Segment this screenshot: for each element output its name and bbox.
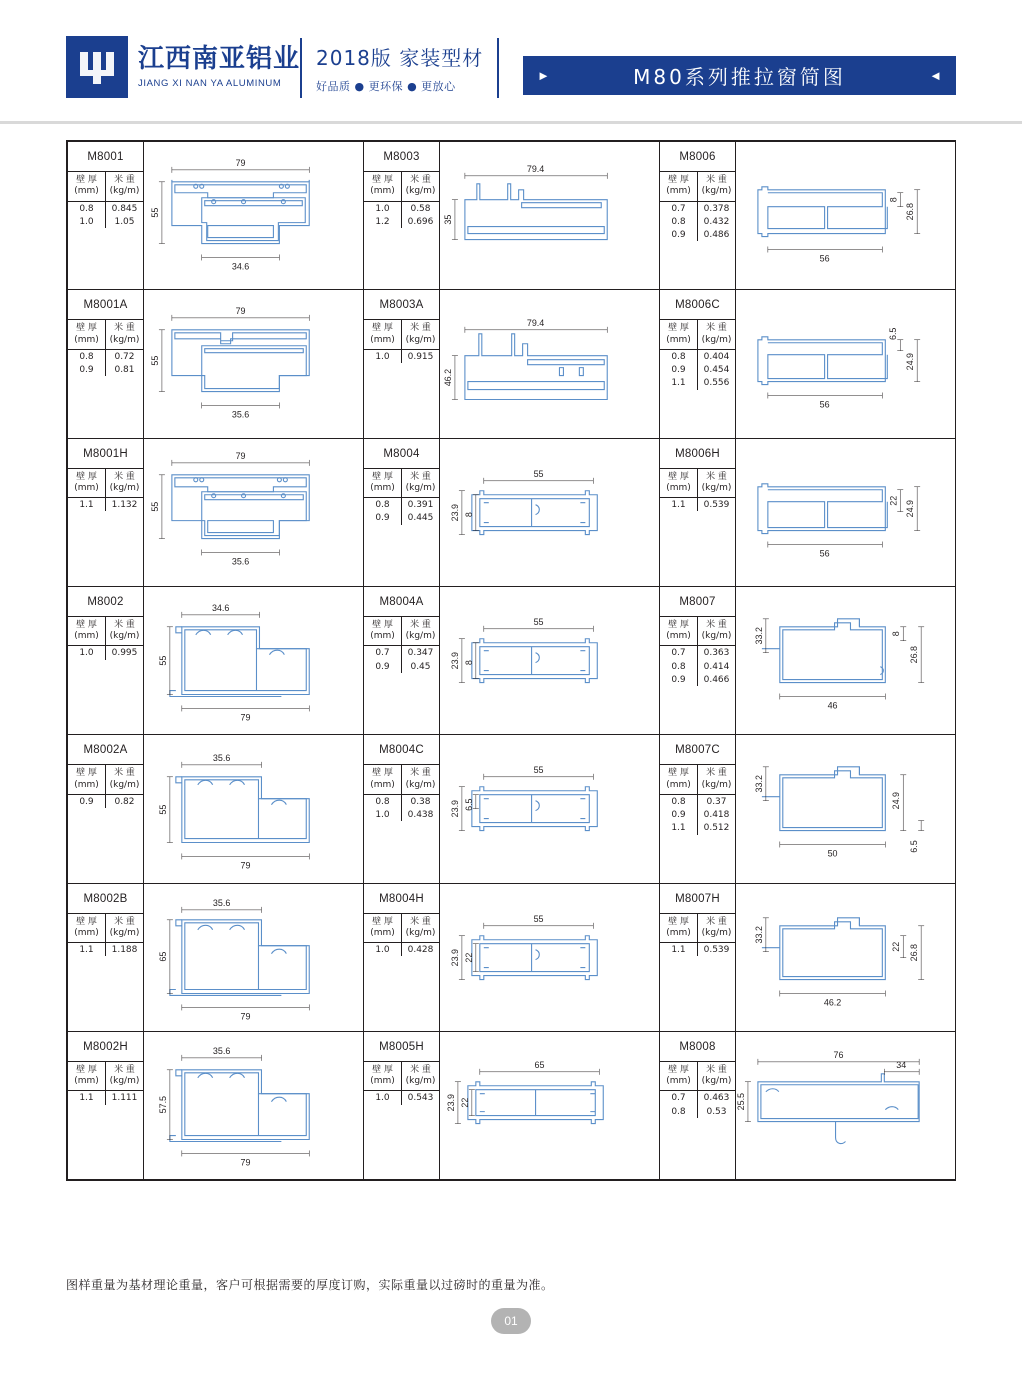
logo-mark-icon <box>66 36 128 98</box>
page-header <box>0 0 1022 122</box>
profile-code: M8008 <box>679 1040 716 1053</box>
weight-value: 0.539 <box>703 500 730 511</box>
spec-cell-m8006h: M8006H 壁 厚 (mm) 米 重 (kg/m) 1.1 0.539 <box>660 438 736 586</box>
weight-value: 0.543 <box>407 1093 434 1104</box>
drawing-cell-m8003a <box>440 290 660 438</box>
dimension-label: 26.8 <box>905 202 916 221</box>
thickness-value: 1.0 <box>68 215 106 228</box>
dimension-label: 34 <box>896 1059 907 1070</box>
footer-note: 图样重量为基材理论重量，客户可根据需要的厚度订购，实际重量以过磅时的重量为准。 <box>66 1278 554 1292</box>
profile-code: M8003 <box>383 151 420 163</box>
dimension-label: 79 <box>240 1157 251 1168</box>
profile-code: M8006H <box>675 447 720 460</box>
thickness-value: 1.1 <box>68 498 106 511</box>
dimension-label: 79 <box>240 712 251 723</box>
weight-value: 0.445 <box>407 513 434 524</box>
weight-value: 0.82 <box>114 796 135 807</box>
thickness-value: 1.1 <box>660 376 698 389</box>
dimension-label: 23.9 <box>449 800 460 818</box>
profile-code: M8006 <box>679 151 716 163</box>
weight-value: 0.915 <box>407 351 434 362</box>
dimension-label: 23.9 <box>445 1093 456 1112</box>
weight-value: 0.414 <box>703 661 730 672</box>
profile-code: M8004H <box>379 892 424 905</box>
weight-value: 0.512 <box>703 823 730 834</box>
thickness-value: 0.9 <box>660 228 698 241</box>
table-row <box>68 290 956 438</box>
profile-code: M8002 <box>87 595 124 608</box>
weight-value: 0.432 <box>703 216 730 227</box>
weight-value: 0.418 <box>703 810 730 820</box>
col-header-thickness: 壁 厚 (mm) <box>364 172 402 202</box>
thickness-value: 0.9 <box>660 808 698 821</box>
thickness-value: 1.0 <box>68 646 106 659</box>
dimension-label: 55 <box>149 501 160 512</box>
dimension-label: 55 <box>157 804 168 815</box>
thickness-value: 0.8 <box>660 1105 698 1118</box>
thickness-value: 0.8 <box>364 498 402 511</box>
arrow-left-icon: ◄ <box>929 68 942 83</box>
weight-value: 0.428 <box>407 945 434 956</box>
dimension-label: 46.2 <box>442 369 453 387</box>
table-row <box>68 142 956 290</box>
edition-slogan: 好品质 ● 更环保 ● 更放心 <box>316 80 456 93</box>
weight-value: 0.45 <box>410 661 431 672</box>
profile-code: M8002A <box>83 744 128 757</box>
dimension-label: 55 <box>149 356 160 366</box>
weight-value: 1.132 <box>111 500 138 511</box>
dimension-label: 24.9 <box>905 499 916 518</box>
dimension-label: 35.6 <box>231 556 250 567</box>
drawing-cell-m8007 <box>736 586 956 734</box>
drawing-cell-m8007h <box>736 883 956 1031</box>
spec-cell-m8001 <box>68 142 144 290</box>
weight-value: 0.486 <box>703 230 730 240</box>
dimension-label: 34.6 <box>231 261 250 272</box>
drawing-cell-m8002h <box>144 1031 364 1179</box>
spec-cell-m8002h: M8002H 壁 厚 (mm) 米 重 (kg/m) 1.1 1.111 <box>68 1031 144 1179</box>
col-header-weight: 米 重 (kg/m) <box>106 172 144 202</box>
drawing-cell-m8005h <box>440 1031 660 1179</box>
dimension-label: 55 <box>157 655 168 666</box>
dimension-label: 35.6 <box>212 1045 231 1056</box>
profile-code: M8003A <box>379 299 424 312</box>
weight-value: 0.347 <box>407 648 434 659</box>
dimension-label: 35.6 <box>212 753 231 764</box>
dimension-label: 22 <box>891 941 902 952</box>
edition-block <box>300 38 499 98</box>
profile-grid <box>66 140 956 1181</box>
profile-code: M8004 <box>383 447 420 460</box>
table-row <box>68 586 956 734</box>
weight-value: 0.363 <box>703 648 730 659</box>
drawing-cell-m8004c <box>440 735 660 883</box>
drawing-cell-m8004 <box>440 438 660 586</box>
thickness-value: 1.1 <box>68 943 106 956</box>
spec-cell-m8001a: M8001A 壁 厚 (mm) 米 重 (kg/m) 0.8 0.72 0.9 0.81 <box>68 290 144 438</box>
thickness-value: 0.8 <box>364 795 402 808</box>
weight-value: 0.539 <box>703 945 730 956</box>
thickness-value: 0.9 <box>68 363 106 376</box>
profile-code: M8006C <box>675 299 720 312</box>
weight-value: 0.438 <box>407 810 434 820</box>
drawing-cell-m8006c <box>736 290 956 438</box>
dimension-label: 76 <box>833 1049 844 1060</box>
dimension-label: 35.6 <box>231 409 250 420</box>
weight-value: 0.37 <box>706 796 727 807</box>
drawing-cell-m8003 <box>440 142 660 290</box>
dimension-label: 56 <box>819 399 830 410</box>
thickness-value: 1.0 <box>364 808 402 821</box>
thickness-value: 0.9 <box>660 363 698 376</box>
dimension-label: 79 <box>235 306 246 317</box>
spec-cell-m8004: M8004 壁 厚 (mm) 米 重 (kg/m) 0.8 0.391 0.9 0.445 <box>364 438 440 586</box>
dimension-label: 8 <box>463 511 474 517</box>
weight-value: 0.72 <box>114 351 135 362</box>
profile-code: M8001H <box>83 447 128 460</box>
spec-cell-m8006 <box>660 142 736 290</box>
weight-value: 0.556 <box>703 378 730 389</box>
spec-cell-m8003a: M8003A 壁 厚 (mm) 米 重 (kg/m) 1.0 0.915 <box>364 290 440 438</box>
drawing-cell-m8008 <box>736 1031 956 1179</box>
drawing-cell-m8002a <box>144 735 364 883</box>
dimension-label: 8 <box>463 660 474 666</box>
weight-value: 0.378 <box>703 203 730 214</box>
thickness-value: 1.1 <box>660 821 698 834</box>
spec-cell-m8002b: M8002B 壁 厚 (mm) 米 重 (kg/m) 1.1 1.188 <box>68 883 144 1031</box>
table-row <box>68 1031 956 1179</box>
thickness-value: 1.1 <box>660 498 698 511</box>
dimension-label: 6.5 <box>463 798 474 812</box>
thickness-value: 0.9 <box>364 660 402 673</box>
profile-code: M8001A <box>83 299 128 312</box>
profile-code: M8007C <box>675 744 720 757</box>
spec-cell-m8008: M8008 壁 厚 (mm) 米 重 (kg/m) 0.7 0.463 0.8 0.53 <box>660 1031 736 1179</box>
dimension-label: 56 <box>819 548 830 559</box>
thickness-value: 1.1 <box>68 1091 106 1104</box>
dimension-label: 34.6 <box>211 602 230 613</box>
dimension-label: 46 <box>827 700 838 711</box>
thickness-value: 0.7 <box>660 646 698 659</box>
dimension-label: 79 <box>235 157 246 168</box>
weight-value: 1.111 <box>111 1093 138 1104</box>
thickness-value: 0.8 <box>660 660 698 673</box>
dimension-label: 33.2 <box>753 775 764 793</box>
spec-cell-m8002a: M8002A 壁 厚 (mm) 米 重 (kg/m) 0.9 0.82 <box>68 735 144 883</box>
thickness-value: 0.9 <box>660 673 698 686</box>
dimension-label: 8 <box>891 631 902 637</box>
dimension-label: 57.5 <box>157 1095 168 1114</box>
drawing-cell-m8007c <box>736 735 956 883</box>
dimension-label: 24.9 <box>891 792 902 810</box>
thickness-value: 1.0 <box>364 943 402 956</box>
dimension-label: 26.8 <box>909 645 920 664</box>
dimension-label: 50 <box>827 848 838 859</box>
spec-cell-m8001h: M8001H 壁 厚 (mm) 米 重 (kg/m) 1.1 1.132 <box>68 438 144 586</box>
dimension-label: 23.9 <box>449 651 460 670</box>
header-divider <box>0 121 1022 124</box>
dimension-label: 35.6 <box>212 897 231 908</box>
dimension-label: 55 <box>533 468 544 479</box>
dimension-label: 33.2 <box>753 627 764 645</box>
dimension-label: 46.2 <box>823 996 842 1007</box>
logo-company-name-cn: 江西南亚铝业 <box>138 44 301 75</box>
dimension-label: 79 <box>235 450 246 461</box>
dimension-label: 22 <box>463 952 474 963</box>
dimension-label: 22 <box>888 495 899 506</box>
dimension-label: 55 <box>533 616 544 627</box>
dimension-label: 79 <box>240 860 251 871</box>
weight-value: 0.53 <box>706 1106 727 1117</box>
thickness-value: 1.2 <box>364 215 402 228</box>
weight-value: 0.995 <box>111 648 138 659</box>
weight-value: 0.696 <box>407 216 434 227</box>
profile-code: M8002H <box>83 1040 128 1053</box>
edition-title: 2018版 家装型材 <box>316 46 484 70</box>
drawing-cell-m8004a <box>440 586 660 734</box>
table-row <box>68 438 956 586</box>
weight-value: 0.404 <box>703 351 730 362</box>
drawing-cell-m8002b <box>144 883 364 1031</box>
spec-cell-m8004h: M8004H 壁 厚 (mm) 米 重 (kg/m) 1.0 0.428 <box>364 883 440 1031</box>
dimension-label: 56 <box>819 253 830 264</box>
weight-value: 0.81 <box>114 365 135 376</box>
profile-code: M8002B <box>83 892 128 905</box>
dimension-label: 8 <box>888 197 899 203</box>
profile-code: M8004A <box>379 595 424 608</box>
spec-cell-m8007c: M8007C 壁 厚 (mm) 米 重 (kg/m) 0.8 0.37 0.9 0.418 1.1 0.512 <box>660 735 736 883</box>
weight-value: 0.463 <box>703 1093 730 1104</box>
spec-cell-m8003 <box>364 142 440 290</box>
page-number-badge: 01 <box>491 1308 531 1334</box>
thickness-value: 1.1 <box>660 943 698 956</box>
table-row <box>68 883 956 1031</box>
spec-cell-m8007: M8007 壁 厚 (mm) 米 重 (kg/m) 0.7 0.363 0.8 0.414 0.9 0.466 <box>660 586 736 734</box>
drawing-cell-m8006 <box>736 142 956 290</box>
drawing-cell-m8001h <box>144 438 364 586</box>
spec-cell-m8006c: M8006C 壁 厚 (mm) 米 重 (kg/m) 0.8 0.404 0.9 0.454 1.1 0.556 <box>660 290 736 438</box>
profile-code: M8007H <box>675 892 720 905</box>
weight-value: 0.391 <box>407 500 434 511</box>
dimension-label: 65 <box>534 1059 545 1070</box>
thickness-value: 1.0 <box>364 202 402 215</box>
weight-value: 0.454 <box>703 365 730 376</box>
drawing-cell-m8006h <box>736 438 956 586</box>
spec-cell-m8002: M8002 壁 厚 (mm) 米 重 (kg/m) 1.0 0.995 <box>68 586 144 734</box>
drawing-cell-m8001 <box>144 142 364 290</box>
table-row <box>68 735 956 883</box>
profile-code: M8001 <box>87 151 124 163</box>
dimension-label: 35 <box>442 214 453 225</box>
thickness-value: 0.7 <box>660 1091 698 1104</box>
weight-value: 1.188 <box>111 945 138 956</box>
arrow-right-icon: ► <box>537 68 550 83</box>
thickness-value: 0.8 <box>68 202 106 215</box>
drawing-cell-m8001a <box>144 290 364 438</box>
thickness-value: 0.8 <box>660 215 698 228</box>
dimension-label: 23.9 <box>449 948 460 966</box>
thickness-value: 1.0 <box>364 350 402 363</box>
dimension-label: 79 <box>240 1010 251 1021</box>
company-logo <box>66 36 300 98</box>
thickness-value: 0.8 <box>68 350 106 363</box>
spec-cell-m8007h: M8007H 壁 厚 (mm) 米 重 (kg/m) 1.1 0.539 <box>660 883 736 1031</box>
dimension-label: 22 <box>459 1097 470 1108</box>
col-header-thickness: 壁 厚 (mm) <box>68 172 106 202</box>
spec-cell-m8004a: M8004A 壁 厚 (mm) 米 重 (kg/m) 0.7 0.347 0.9 0.45 <box>364 586 440 734</box>
dimension-label: 55 <box>149 207 160 218</box>
spec-cell-m8004c: M8004C 壁 厚 (mm) 米 重 (kg/m) 0.8 0.38 1.0 0.438 <box>364 735 440 883</box>
profile-code: M8007 <box>679 595 716 608</box>
dimension-label: 6.5 <box>909 840 920 853</box>
spec-cell-m8005h: M8005H 壁 厚 (mm) 米 重 (kg/m) 1.0 0.543 <box>364 1031 440 1179</box>
weight-value: 0.466 <box>703 674 730 685</box>
col-header-weight: 米 重 (kg/m) <box>698 172 736 202</box>
col-header-weight: 米 重 (kg/m) <box>402 172 440 202</box>
profile-code: M8005H <box>379 1040 424 1053</box>
dimension-label: 55 <box>533 913 544 924</box>
weight-value: 0.58 <box>410 203 431 214</box>
profile-code: M8004C <box>379 744 424 757</box>
dimension-label: 6.5 <box>888 327 899 341</box>
thickness-value: 0.7 <box>364 646 402 659</box>
dimension-label: 79.4 <box>526 318 545 329</box>
thickness-value: 0.8 <box>660 350 698 363</box>
drawing-cell-m8002 <box>144 586 364 734</box>
logo-company-name-en: JIANG XI NAN YA ALUMINUM <box>138 77 282 89</box>
dimension-label: 25.5 <box>736 1092 746 1111</box>
thickness-value: 1.0 <box>364 1091 402 1104</box>
weight-value: 1.05 <box>114 216 135 227</box>
drawing-cell-m8004h <box>440 883 660 1031</box>
dimension-label: 24.9 <box>905 353 916 371</box>
dimension-label: 55 <box>533 765 544 776</box>
dimension-label: 23.9 <box>449 503 460 521</box>
dimension-label: 79.4 <box>526 163 545 174</box>
col-header-thickness: 壁 厚 (mm) <box>660 172 698 202</box>
page-title: M80系列推拉窗简图 <box>633 65 846 89</box>
dimension-label: 65 <box>157 951 168 962</box>
thickness-value: 0.8 <box>660 795 698 808</box>
weight-value: 0.38 <box>410 796 431 807</box>
thickness-value: 0.7 <box>660 202 698 215</box>
dimension-label: 33.2 <box>753 925 764 944</box>
dimension-label: 26.8 <box>909 943 920 961</box>
thickness-value: 0.9 <box>364 511 402 524</box>
weight-value: 0.845 <box>111 203 138 214</box>
thickness-value: 0.9 <box>68 795 106 808</box>
series-title-bar <box>523 56 956 95</box>
